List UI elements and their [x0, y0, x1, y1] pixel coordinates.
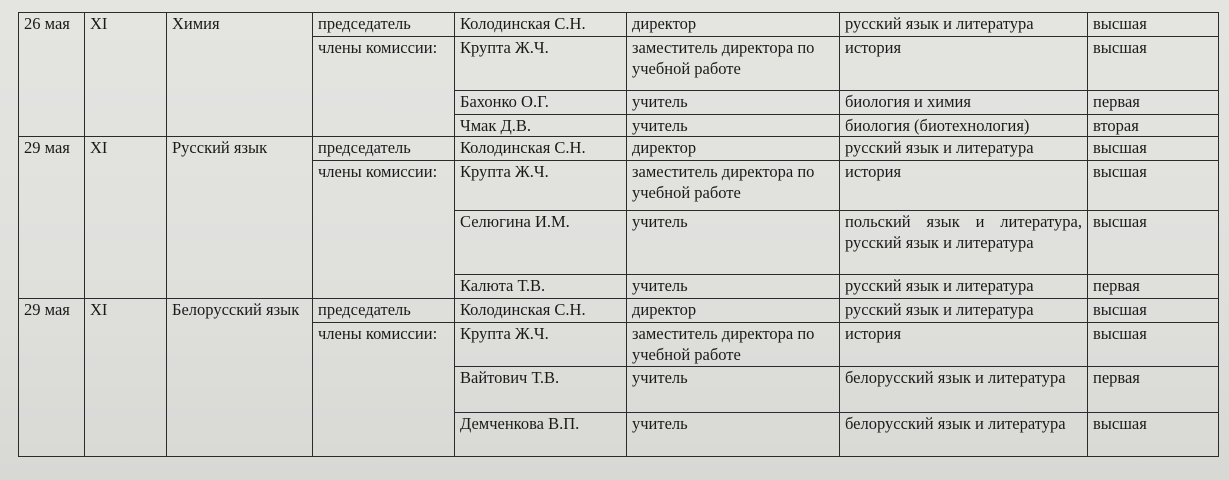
subject-cell: Белорусский язык: [167, 299, 313, 457]
member-position-cell: учитель: [627, 275, 840, 299]
member-position-cell: учитель: [627, 91, 840, 115]
member-position-cell: учитель: [627, 211, 840, 275]
member-category-cell: высшая: [1088, 413, 1219, 457]
table-row: [19, 13, 1219, 37]
member-category-cell: первая: [1088, 275, 1219, 299]
grade-cell: XI: [85, 137, 167, 299]
member-specialty-cell: русский язык и литература: [840, 137, 1088, 161]
member-position-cell: директор: [627, 13, 840, 37]
member-specialty-cell: история: [840, 323, 1088, 367]
exam-commission-table: [18, 12, 1219, 457]
member-name-cell: Колодинская С.Н.: [455, 137, 627, 161]
member-name-cell: Бахонко О.Г.: [455, 91, 627, 115]
subject-cell: Химия: [167, 13, 313, 137]
exam-date-cell: 29 мая: [19, 137, 85, 299]
member-category-cell: высшая: [1088, 13, 1219, 37]
member-position-cell: учитель: [627, 367, 840, 413]
member-name-cell: Чмак Д.В.: [455, 115, 627, 137]
member-category-cell: первая: [1088, 367, 1219, 413]
member-category-cell: высшая: [1088, 137, 1219, 161]
table-row: [19, 299, 1219, 323]
member-category-cell: первая: [1088, 91, 1219, 115]
member-position-cell: заместитель директора по учебной работе: [627, 37, 840, 91]
member-category-cell: высшая: [1088, 323, 1219, 367]
member-category-cell: высшая: [1088, 37, 1219, 91]
grade-cell: XI: [85, 13, 167, 137]
member-name-cell: Демченкова В.П.: [455, 413, 627, 457]
member-position-cell: заместитель директора по учебной работе: [627, 161, 840, 211]
member-name-cell: Крупта Ж.Ч.: [455, 37, 627, 91]
grade-cell: XI: [85, 299, 167, 457]
subject-cell: Русский язык: [167, 137, 313, 299]
member-category-cell: высшая: [1088, 299, 1219, 323]
member-position-cell: директор: [627, 299, 840, 323]
member-specialty-cell: русский язык и литература: [840, 299, 1088, 323]
exam-date-cell: 29 мая: [19, 299, 85, 457]
member-specialty-cell: история: [840, 161, 1088, 211]
member-specialty-cell: история: [840, 37, 1088, 91]
member-specialty-cell: русский язык и литература: [840, 275, 1088, 299]
member-specialty-cell: белорусский язык и литература: [840, 413, 1088, 457]
member-position-cell: директор: [627, 137, 840, 161]
member-name-cell: Крупта Ж.Ч.: [455, 161, 627, 211]
member-position-cell: заместитель директора по учебной работе: [627, 323, 840, 367]
member-position-cell: учитель: [627, 115, 840, 137]
member-specialty-cell: белорусский язык и литература: [840, 367, 1088, 413]
member-name-cell: Колодинская С.Н.: [455, 13, 627, 37]
exam-date-cell: 26 мая: [19, 13, 85, 137]
role-members-cell: члены комиссии:: [313, 37, 455, 137]
role-chairman-cell: председатель: [313, 13, 455, 37]
member-name-cell: Колодинская С.Н.: [455, 299, 627, 323]
member-name-cell: Вайтович Т.В.: [455, 367, 627, 413]
member-name-cell: Крупта Ж.Ч.: [455, 323, 627, 367]
member-specialty-cell: биология и химия: [840, 91, 1088, 115]
role-chairman-cell: председатель: [313, 137, 455, 161]
member-position-cell: учитель: [627, 413, 840, 457]
member-category-cell: высшая: [1088, 161, 1219, 211]
member-specialty-cell: польский язык и литература, русский язык и литература: [840, 211, 1088, 275]
table-body: [19, 13, 1219, 457]
table-row: [19, 137, 1219, 161]
role-chairman-cell: председатель: [313, 299, 455, 323]
role-members-cell: члены комиссии:: [313, 161, 455, 299]
role-members-cell: члены комиссии:: [313, 323, 455, 457]
member-specialty-cell: русский язык и литература: [840, 13, 1088, 37]
member-name-cell: Калюта Т.В.: [455, 275, 627, 299]
member-category-cell: высшая: [1088, 211, 1219, 275]
member-specialty-cell: биология (биотехнология): [840, 115, 1088, 137]
member-category-cell: вторая: [1088, 115, 1219, 137]
member-name-cell: Селюгина И.М.: [455, 211, 627, 275]
